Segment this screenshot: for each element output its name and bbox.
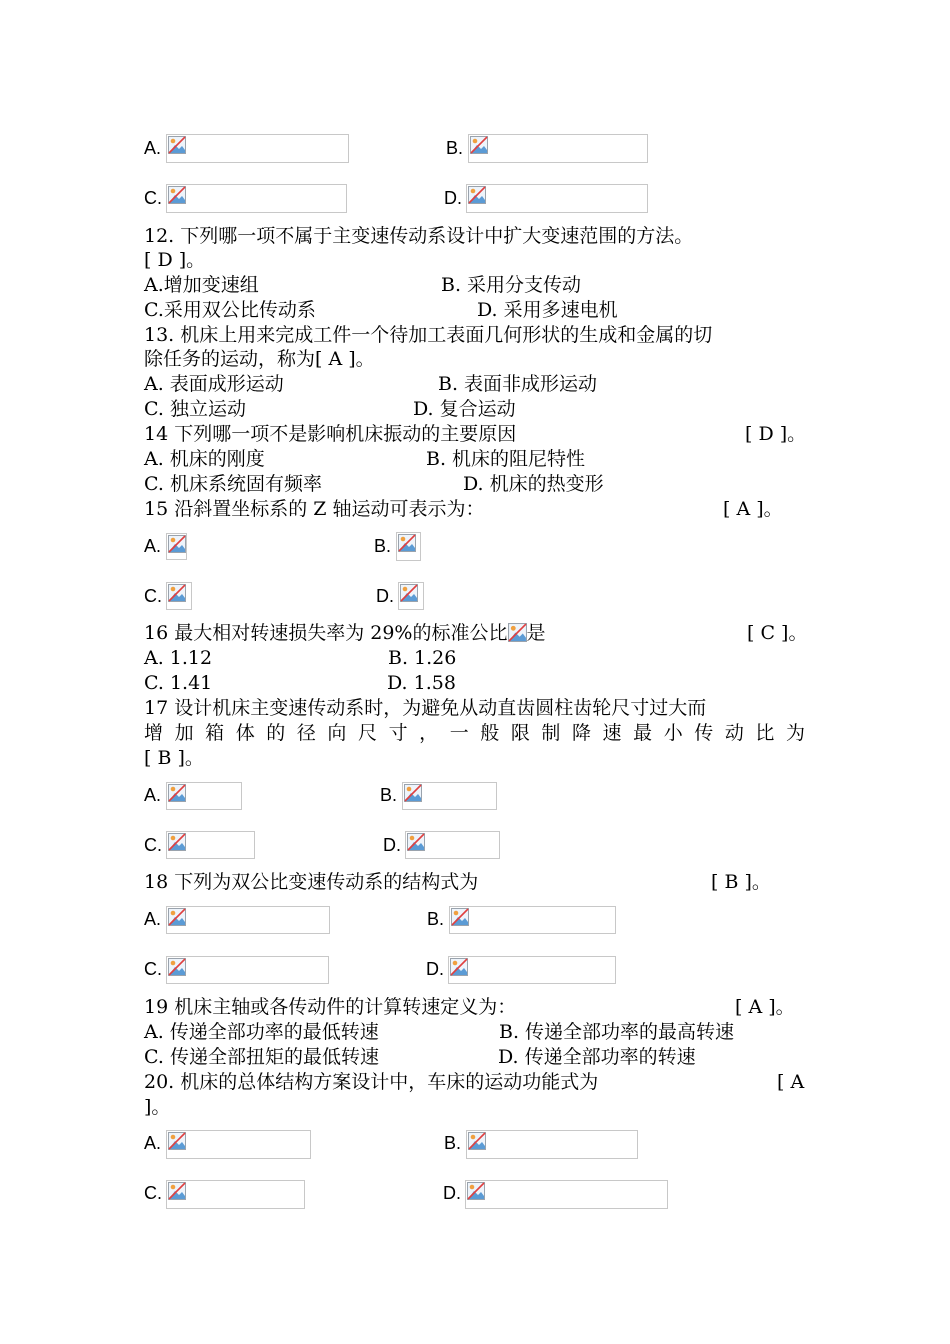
q15-answer: [ A ]。 [723, 498, 783, 520]
q19-option-c: C. 传递全部扭矩的最低转速 [144, 1046, 379, 1068]
q12-stem: 12. 下列哪一项不属于主变速传动系设计中扩大变速范围的方法。 [144, 225, 694, 247]
broken-image-icon [400, 584, 418, 602]
q16-stem-before: 16 最大相对转速损失率为 29%的标准公比 [144, 622, 508, 644]
option-a-image [166, 134, 349, 163]
broken-image-icon [398, 534, 416, 552]
option-b-image [468, 134, 648, 163]
q13-stem-line1: 13. 机床上用来完成工件一个待加工表面几何形状的生成和金属的切 [144, 324, 713, 346]
broken-image-icon [451, 908, 469, 926]
option-c-image [166, 184, 347, 213]
option-c-label: C. [144, 188, 162, 208]
q19-answer: [ A ]。 [735, 996, 795, 1018]
q20-option-a-label: A. [144, 1133, 162, 1153]
q16-stem [144, 621, 546, 645]
q19-option-d: D. 传递全部功率的转速 [498, 1046, 696, 1068]
q20-option-c-label: C. [144, 1183, 162, 1203]
q12-option-d: D. 采用多速电机 [477, 299, 618, 321]
broken-image-icon [470, 136, 488, 154]
q17-option-a-label: A. [144, 785, 162, 805]
broken-image-icon [168, 784, 186, 802]
q17-option-d-image [405, 831, 500, 859]
q13-option-b: B. 表面非成形运动 [438, 373, 598, 395]
q20-answer-open: [ A [777, 1071, 805, 1093]
q18-option-c-label: C. [144, 959, 162, 979]
q20-option-b-image [466, 1130, 638, 1159]
broken-image-icon [467, 1182, 485, 1200]
q12-option-a: A.增加变速组 [144, 274, 259, 296]
option-b-label: B. [446, 138, 464, 158]
q18-option-a-label: A. [144, 909, 162, 929]
q17-option-c-label: C. [144, 835, 162, 855]
q17-stem-line3: [ B ]。 [144, 747, 204, 769]
broken-image-icon [450, 958, 468, 976]
q15-stem: 15 沿斜置坐标系的 Z 轴运动可表示为： [144, 498, 485, 520]
option-d-image [466, 184, 648, 213]
q17-option-b-image [402, 782, 497, 810]
q15-option-c-image [166, 582, 192, 610]
q14-option-a: A. 机床的刚度 [144, 448, 265, 470]
q17-option-b-label: B. [380, 785, 398, 805]
q15-option-c-label: C. [144, 586, 162, 606]
q19-option-a: A. 传递全部功率的最低转速 [144, 1021, 379, 1043]
q18-stem: 18 下列为双公比变速传动系的结构式为 [144, 871, 479, 893]
q17-option-a-image [166, 782, 242, 810]
q13-option-d: D. 复合运动 [413, 398, 516, 420]
q18-option-a-image [166, 906, 330, 934]
q18-answer: [ B ]。 [711, 871, 771, 893]
q19-stem: 19 机床主轴或各传动件的计算转速定义为： [144, 996, 517, 1018]
q18-option-b-image [449, 906, 616, 934]
broken-image-icon [168, 833, 186, 851]
q16-option-b: B. 1.26 [388, 647, 457, 669]
q17-stem-line2: 增加箱体的径向尺寸，一般限制降速最小传动比为 [144, 722, 805, 744]
broken-image-icon [168, 584, 186, 602]
q12-option-c: C.采用双公比传动系 [144, 299, 316, 321]
q20-option-d-image [465, 1180, 668, 1209]
q15-option-d-image [398, 582, 424, 610]
broken-image-icon [168, 535, 186, 553]
q13-option-c: C. 独立运动 [144, 398, 246, 420]
q15-option-a-image [166, 533, 187, 560]
q16-option-a: A. 1.12 [144, 647, 213, 669]
broken-image-icon [468, 1132, 486, 1150]
broken-image-icon [407, 833, 425, 851]
q18-option-c-image [166, 956, 329, 984]
broken-image-icon [468, 186, 486, 204]
q20-stem: 20. 机床的总体结构方案设计中，车床的运动功能式为 [144, 1071, 599, 1093]
q15-option-d-label: D. [376, 586, 394, 606]
q19-option-b: B. 传递全部功率的最高转速 [499, 1021, 735, 1043]
q20-option-c-image [166, 1180, 305, 1209]
option-a-label: A. [144, 138, 162, 158]
q14-option-d: D. 机床的热变形 [463, 473, 604, 495]
q16-stem-after: 是 [526, 622, 546, 644]
option-d-label: D. [444, 188, 462, 208]
q16-answer: [ C ]。 [747, 622, 808, 644]
q17-option-d-label: D. [383, 835, 401, 855]
broken-image-icon [168, 908, 186, 926]
broken-image-icon [168, 186, 186, 204]
q14-option-b: B. 机床的阻尼特性 [426, 448, 586, 470]
q14-stem: 14 下列哪一项不是影响机床振动的主要原因 [144, 423, 517, 445]
q18-option-b-label: B. [427, 909, 445, 929]
q15-option-b-image [396, 532, 421, 561]
q20-option-b-label: B. [444, 1133, 462, 1153]
q20-option-d-label: D. [443, 1183, 461, 1203]
broken-image-icon [168, 136, 186, 154]
q12-option-b: B. 采用分支传动 [441, 274, 582, 296]
broken-image-icon [168, 1182, 186, 1200]
q16-option-c: C. 1.41 [144, 672, 213, 694]
q13-stem-line2: 除任务的运动，称为[ A ]。 [144, 348, 375, 370]
q14-answer: [ D ]。 [745, 423, 807, 445]
q18-option-d-label: D. [426, 959, 444, 979]
q14-option-c: C. 机床系统固有频率 [144, 473, 322, 495]
q13-option-a: A. 表面成形运动 [144, 373, 284, 395]
q18-option-d-image [448, 956, 616, 984]
broken-image-icon [168, 958, 186, 976]
q15-option-a-label: A. [144, 536, 162, 556]
broken-image-icon [508, 623, 527, 642]
q20-answer-close: ]。 [144, 1096, 171, 1118]
broken-image-icon [404, 784, 422, 802]
q15-option-b-label: B. [374, 536, 392, 556]
q17-stem-line1: 17 设计机床主变速传动系时，为避免从动直齿圆柱齿轮尺寸过大而 [144, 697, 707, 719]
q12-answer: [ D ]。 [144, 249, 206, 271]
q16-option-d: D. 1.58 [387, 672, 456, 694]
q17-option-c-image [166, 831, 255, 859]
q20-option-a-image [166, 1130, 311, 1159]
broken-image-icon [168, 1132, 186, 1150]
